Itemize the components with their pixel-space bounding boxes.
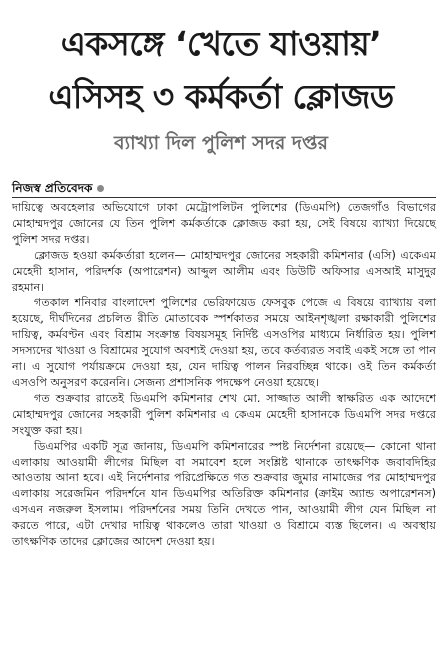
headline-line-2: এসিসহ ৩ কর্মকর্তা ক্লোজড xyxy=(48,77,394,116)
paragraph-4: গত শুক্রবার রাতেই ডিএমপি কমিশনার শেখ মো. সাজ্জাত আলী স্বাক্ষরিত এক আদেশে মোহাম্মদপুর জোনের সহকারী পুলিশ কমিশনার এ কেএম মেহেদী হাসানকে ডিএমপি সদর দপ্তরে সংযুক্ত করা হয়। xyxy=(12,391,436,437)
bullet-dot-icon xyxy=(97,185,104,192)
byline-text: নিজস্ব প্রতিবেদক xyxy=(12,181,93,195)
paragraph-2: ক্লোজড হওয়া কর্মকর্তারা হলেন— মোহাম্মদপুর জোনের সহকারী কমিশনার (এসি) একেএম মেহেদী হাসান, পরিদর্শক (অপারেশন) আব্দুল আলীম এবং ডিউটি অফিসার এসআই মাসুদুর রহমান। xyxy=(12,248,436,294)
article-body xyxy=(12,200,436,550)
byline-divider xyxy=(12,197,436,198)
subheadline: ব্যাখ্যা দিল পুলিশ সদর দপ্তর xyxy=(114,132,328,154)
paragraph-1: দায়িত্বে অবহেলার অভিযোগে ঢাকা মেট্রোপলিটন পুলিশের (ডিএমপি) তেজগাঁও বিভাগের মোহাম্মদপুর জোনের যে তিন পুলিশ কর্মকর্তাকে ক্লোজড করা হয়, সেই বিষয়ে ব্যাখ্যা দিয়েছে পুলিশ সদর দপ্তর। xyxy=(12,201,436,246)
paragraph-5: ডিএমপির একটি সূত্র জানায়, ডিএমপি কমিশনারের স্পষ্ট নির্দেশনা রয়েছে— কোনো থানা এলাকায় আওয়ামী লীগের মিছিল বা সমাবেশ হলে সংশ্লিষ্ট থানাকে তাৎক্ষণিক জবাবদিহির আওতায় আনা হবে। এই নির্দেশনার পরিপ্রেক্ষিতে গত শুক্রবার জুমার নামাজের পর মোহাম্মদপুর এলাকায় সরেজমিন পরিদর্শনে যান ডিএমপির অতিরিক্ত কমিশনার (ক্রাইম অ্যান্ড অপারেশনস) এসএন নজরুল ইসলাম। পরিদর্শনের সময় তিনি দেখতে পান, আওয়ামী লীগ যেন মিছিল না করতে পারে, এটা দেখার দায়িত্ব থাকলেও তারা খাওয়া ও বিশ্রামে ব্যস্ত ছিলেন। এ অবস্থায় তাৎক্ষণিক তাদের ক্লোজের আদেশ দেওয়া হয়। xyxy=(12,439,436,549)
byline xyxy=(12,180,104,196)
headline-line-1: একসঙ্গে ‘খেতে যাওয়ায়’ xyxy=(60,24,382,63)
paragraph-3: গতকাল শনিবার বাংলাদেশ পুলিশের ভেরিফায়েড ফেসবুক পেজে এ বিষয়ে ব্যাখ্যায় বলা হয়েছে, দীর্ঘদিনের প্রচলিত রীতি মোতাবেক স্পর্শকাতর সময়ে আইনশৃঙ্খলা রক্ষাকারী পুলিশের দায়িত্ব, কর্মবণ্টন এবং বিশ্রাম সংক্রান্ত বিষয়সমূহ নির্দিষ্ট এসওপির মাধ্যমে নির্ধারিত হয়। পুলিশ সদস্যদের খাওয়া ও বিশ্রামের সুযোগ অবশ্যই দেওয়া হয়, তবে কর্তব্যরত সবাই একই সঙ্গে তা পান না। এ সুযোগ পর্যায়ক্রমে দেওয়া হয়, যেন দায়িত্ব পালন নিরবচ্ছিন্ন থাকে। ওই তিন কর্মকর্তা এসওপি অনুসরণ করেননি। সেজন্য প্রশাসনিক পদক্ষেপ নেওয়া হয়েছে। xyxy=(12,296,436,389)
